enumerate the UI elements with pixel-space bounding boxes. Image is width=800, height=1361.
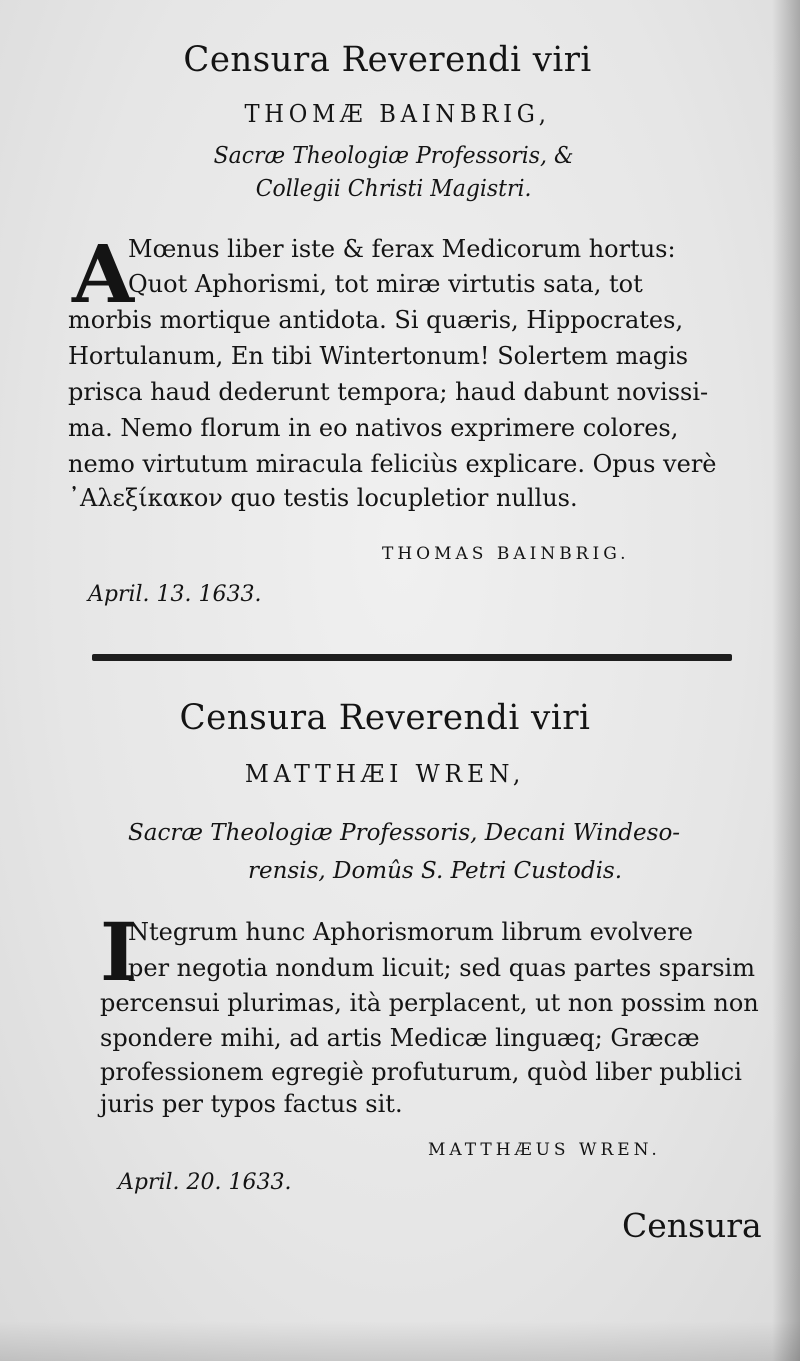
- section-1-line-8: ᾽Αλεξίκακον quo testis locupletior nullus.: [68, 484, 578, 512]
- section-1-title: Censura Reverendi viri: [183, 40, 592, 80]
- section-1-line-5: prisca haud dederunt tempora; haud dabunt novissi-: [68, 378, 709, 406]
- section-1-line-6: ma. Nemo florum in eo nativos exprimere colores,: [68, 414, 679, 442]
- section-2-date: April. 20. 1633.: [118, 1170, 292, 1195]
- section-1-line-2: Quot Aphorismi, tot miræ virtutis sata, tot: [128, 270, 643, 298]
- section-1-line-7: nemo virtutum miracula feliciùs explicare. Opus verè: [68, 450, 717, 478]
- section-2-line-4: spondere mihi, ad artis Medicæ linguæq; Græcæ: [100, 1024, 700, 1052]
- section-1-dropcap: A: [72, 227, 135, 321]
- section-2-subtitle-line-1: Sacræ Theologiæ Professoris, Decani Windeso-: [128, 820, 681, 846]
- section-1-date: April. 13. 1633.: [88, 582, 262, 607]
- section-2-name: MATTHÆI WREN,: [244, 760, 526, 788]
- catchword: Censura: [622, 1206, 762, 1245]
- section-1-signature: THOMAS BAINBRIG.: [382, 544, 630, 564]
- section-1-subtitle-line-2: Collegii Christi Magistri.: [255, 176, 532, 202]
- divider-rule: [92, 654, 732, 661]
- section-1-line-4: Hortulanum, En tibi Wintertonum! Solertem magis: [68, 342, 689, 370]
- section-2-signature: MATTHÆUS WREN.: [428, 1140, 661, 1160]
- section-2-line-3: percensui plurimas, ità perplacent, ut non possim non: [100, 989, 759, 1017]
- section-2-line-6: juris per typos factus sit.: [100, 1090, 403, 1118]
- page-bottom-shadow: [0, 1321, 800, 1361]
- section-2-subtitle-line-2: rensis, Domûs S. Petri Custodis.: [248, 858, 623, 884]
- section-2-line-2: per negotia nondum licuit; sed quas partes sparsim: [128, 954, 755, 982]
- section-1-line-3: morbis mortique antidota. Si quæris, Hippocrates,: [68, 306, 684, 334]
- section-2-line-5: professionem egregiè profuturum, quòd liber publici: [100, 1058, 742, 1086]
- section-1-line-1: Mœnus liber iste & ferax Medicorum hortus:: [128, 235, 676, 263]
- section-1-name: THOMÆ BAINBRIG,: [244, 100, 551, 128]
- section-2-line-1: Ntegrum hunc Aphorismorum librum evolvere: [128, 918, 693, 946]
- section-1-subtitle-line-1: Sacræ Theologiæ Professoris, &: [213, 143, 574, 169]
- section-2-title: Censura Reverendi viri: [179, 698, 591, 738]
- section-2-dropcap: I: [100, 905, 138, 999]
- page-edge-shadow: [772, 0, 800, 1361]
